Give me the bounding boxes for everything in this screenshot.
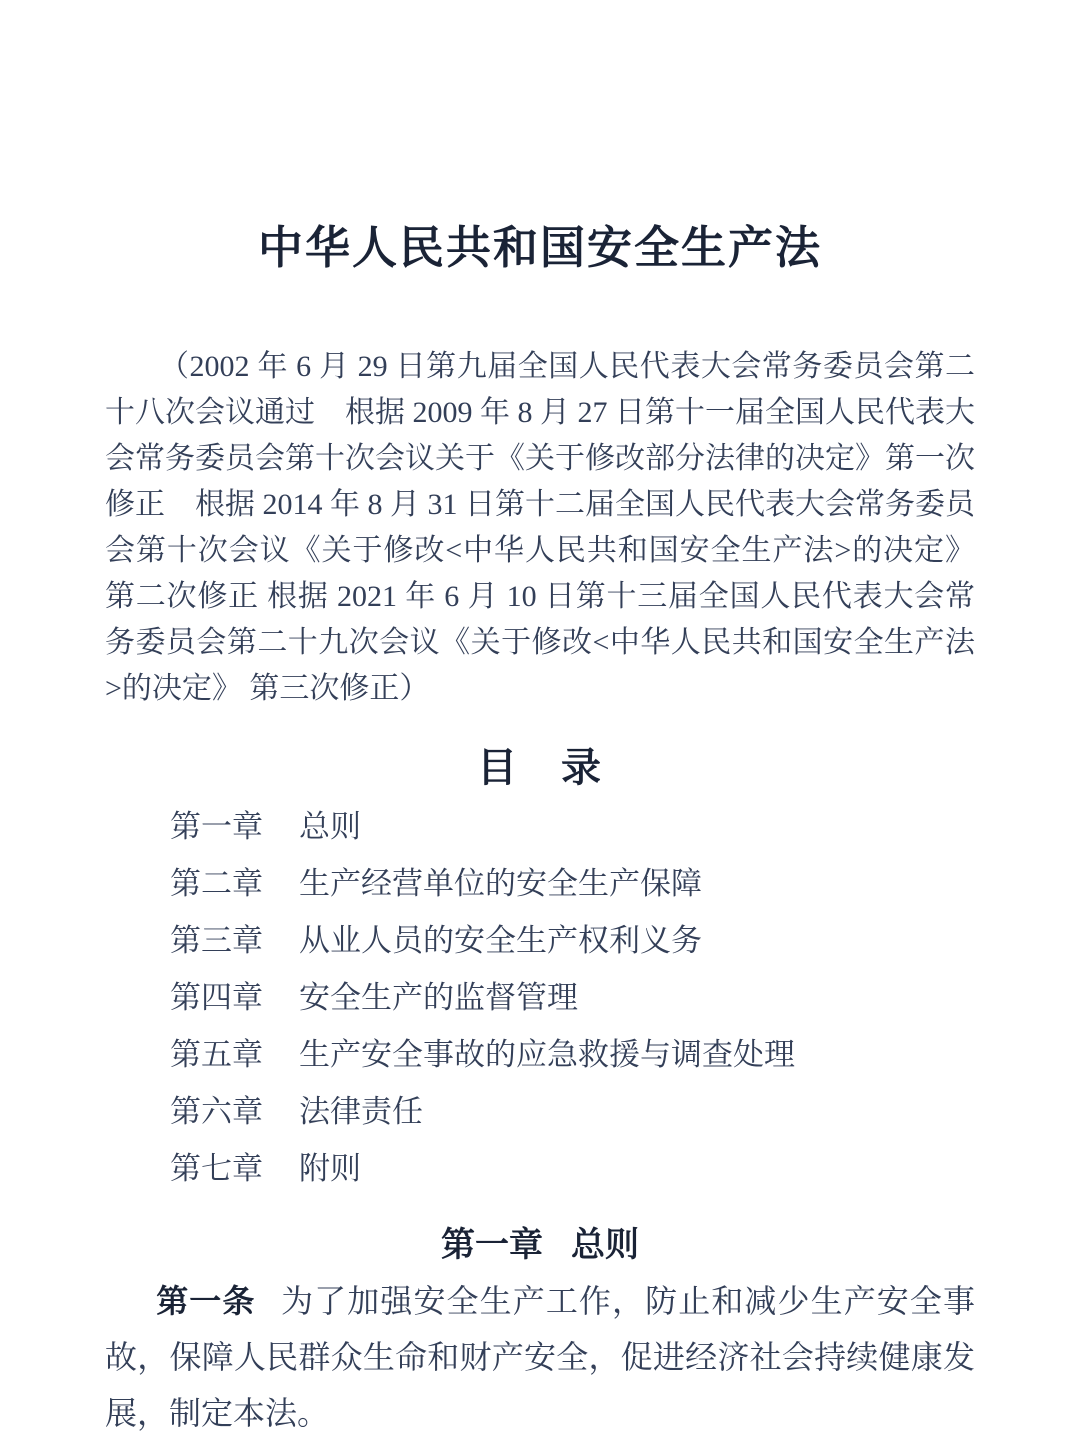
enactment-note: （2002 年 6 月 29 日第九届全国人民代表大会常务委员会第二十八次会议通过 根据 2009 年 8 月 27 日第十一届全国人民代表大会常务委员会第十次会议关于《关于修改部分法律的决定》第一次修正 根据 2014 年 8 月 31 日第十二届全国人民代表大会常务委员会第十次会议《关于修改<中华人民共和国安全生产法>的决定》第二次修正 根据 2021 年 6 月 10 日第十三届全国人民代表大会常务委员会第二十九次会议《关于修改<中华人民共和国安全生产法>的决定》 第三次修正） bbox=[105, 350, 975, 705]
toc-item-chapter-7 bbox=[170, 1140, 975, 1197]
article-1-paragraph bbox=[105, 1273, 975, 1440]
chapter-1-heading bbox=[105, 1223, 975, 1267]
toc-heading: 目 录 bbox=[477, 746, 603, 790]
toc-chapter-label: 第七章 bbox=[170, 1151, 263, 1186]
toc-chapter-label: 第二章 bbox=[170, 866, 263, 901]
toc-chapter-title: 从业人员的安全生产权利义务 bbox=[299, 923, 702, 958]
toc-chapter-label: 第六章 bbox=[170, 1094, 263, 1129]
toc-chapter-label: 第五章 bbox=[170, 1037, 263, 1072]
toc-item-chapter-2 bbox=[170, 855, 975, 912]
toc-chapter-title: 附则 bbox=[299, 1151, 361, 1186]
toc-chapter-title: 生产经营单位的安全生产保障 bbox=[299, 866, 702, 901]
toc-chapter-title: 安全生产的监督管理 bbox=[299, 980, 578, 1015]
toc-chapter-title: 总则 bbox=[299, 809, 361, 844]
toc-item-chapter-4 bbox=[170, 969, 975, 1026]
document-title: 中华人民共和国安全生产法 bbox=[257, 222, 822, 273]
toc-chapter-label: 第一章 bbox=[170, 809, 263, 844]
table-of-contents bbox=[105, 798, 975, 1197]
toc-chapter-title: 法律责任 bbox=[299, 1094, 423, 1129]
toc-item-chapter-6 bbox=[170, 1083, 975, 1140]
chapter-1-title: 总则 bbox=[571, 1226, 639, 1264]
article-1-text: 为了加强安全生产工作，防止和减少生产安全事故，保障人民群众生命和财产安全，促进经济社会持续健康发展，制定本法。 bbox=[105, 1283, 975, 1431]
toc-chapter-label: 第四章 bbox=[170, 980, 263, 1015]
toc-chapter-label: 第三章 bbox=[170, 923, 263, 958]
toc-item-chapter-5 bbox=[170, 1026, 975, 1083]
chapter-1-number: 第一章 bbox=[441, 1226, 543, 1264]
toc-item-chapter-3 bbox=[170, 912, 975, 969]
toc-item-chapter-1 bbox=[170, 798, 975, 855]
toc-chapter-title: 生产安全事故的应急救援与调查处理 bbox=[299, 1037, 795, 1072]
article-1-label: 第一条 bbox=[156, 1283, 256, 1319]
